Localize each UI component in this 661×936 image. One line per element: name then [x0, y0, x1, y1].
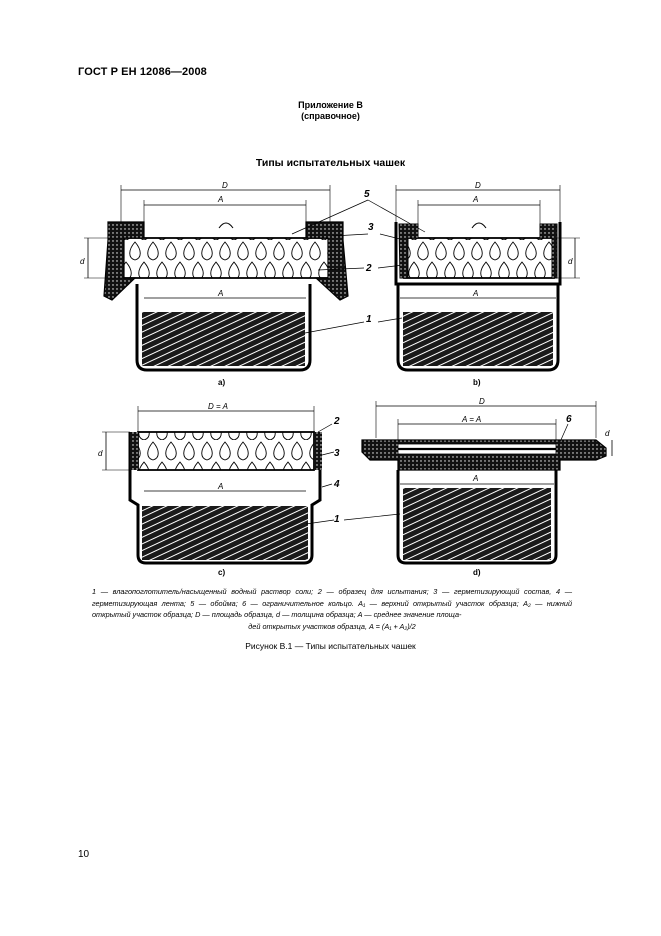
callout-1-cd: 1 — [334, 514, 340, 525]
legend-line-1: 1 — влагопоглотитель/насыщенный водный раствор соли; 2 — образец для испытания; 3 — герметизирующий состав, — [92, 587, 552, 596]
legend-line-2: 4 — герметизирующая лента; 5 — обойма; 6 — ограничительное кольцо. A₁ — верхний открытый участок образца; — [92, 587, 572, 608]
cup-d — [362, 397, 612, 577]
subfig-label-a: a) — [218, 378, 226, 387]
callout-3-ab: 3 — [368, 222, 374, 233]
dim-D-eq-A1-label: D = A — [208, 402, 228, 411]
standard-header: ГОСТ Р ЕН 12086—2008 — [78, 66, 207, 78]
appendix-note: (справочное) — [301, 111, 360, 121]
legend-line-3: A₂ — нижний открытый участок образца; D — площадь образца, d — толщина образца; A — среднее значение площа- — [92, 598, 573, 619]
cup-a — [80, 181, 348, 387]
subfig-label-c: c) — [218, 568, 226, 577]
cup-b — [396, 181, 580, 387]
dim-A2-label-c: A — [218, 482, 224, 491]
callout-3-cd: 3 — [334, 448, 340, 459]
callout-2-cd: 2 — [334, 416, 340, 427]
appendix-title: Приложение В — [298, 100, 363, 110]
subfig-label-d: d) — [473, 568, 481, 577]
dim-A2-label-a: A — [218, 289, 224, 298]
figure-caption: Рисунок В.1 — Типы испытательных чашек — [245, 641, 416, 651]
dim-A1-label-a: A — [218, 195, 224, 204]
dim-A2-label-d: A — [473, 474, 479, 483]
callout-6-d: 6 — [566, 414, 572, 425]
dim-A1-label-b: A — [473, 195, 479, 204]
subfig-label-b: b) — [473, 378, 481, 387]
figure-title: Типы испытательных чашек — [255, 157, 406, 169]
cup-c — [98, 402, 322, 577]
dim-d-label-d: d — [605, 429, 610, 438]
dim-D-label-b: D — [475, 181, 481, 190]
dim-d-label-b: d — [568, 257, 573, 266]
callout-4-cd: 4 — [334, 479, 340, 490]
legend-line-4: дей открытых участков образца, A = (A₁ + A₂)/2 — [248, 621, 416, 631]
dim-D-label-a: D — [222, 181, 228, 190]
dim-A1-eq-A2-label: A = A — [462, 415, 482, 424]
dim-D-label-d: D — [479, 397, 485, 406]
callout-1-ab: 1 — [366, 314, 372, 325]
dim-d-label-c: d — [98, 449, 103, 458]
callout-5-ab: 5 — [364, 189, 370, 200]
dim-d-label-a: d — [80, 257, 85, 266]
page-number: 10 — [78, 849, 90, 860]
dim-A2-label-b: A — [473, 289, 479, 298]
callout-2-ab: 2 — [366, 263, 372, 274]
figure-legend — [92, 586, 572, 632]
